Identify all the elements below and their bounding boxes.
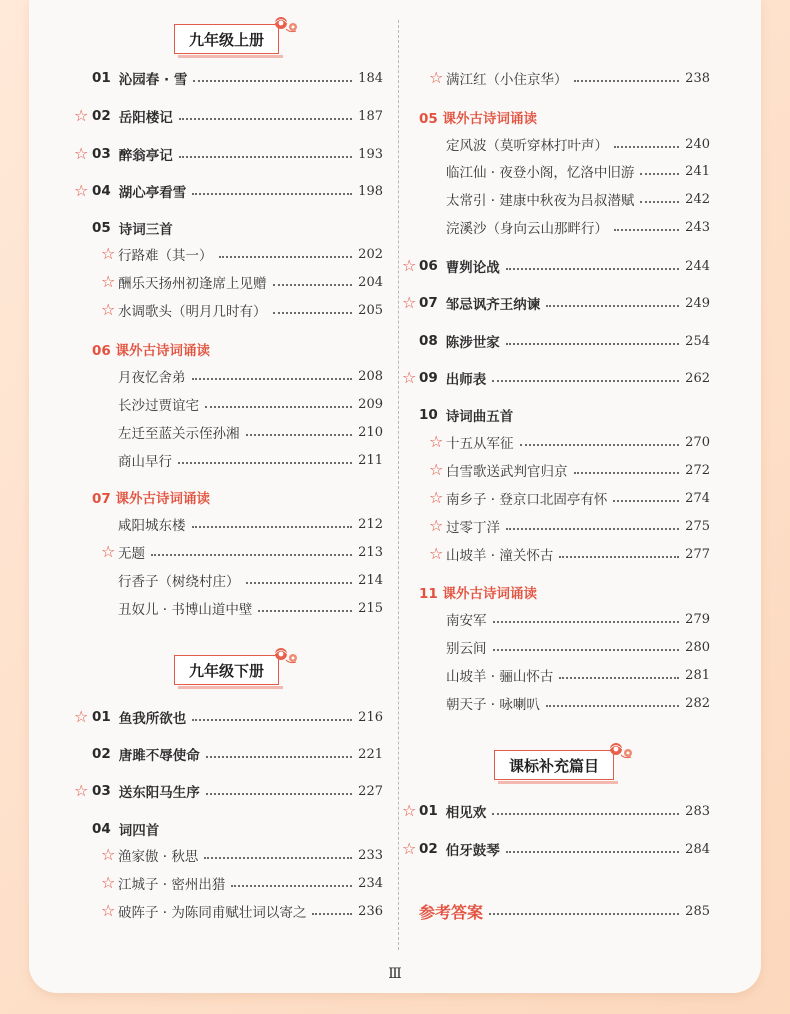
leader-dots xyxy=(489,913,679,915)
leader-dots xyxy=(559,677,679,679)
star-icon: ☆ xyxy=(101,300,116,319)
entry-number: 09 xyxy=(419,370,438,386)
entry-title: 破阵子 · 为陈同甫赋壮词以寄之 xyxy=(118,905,307,921)
leader-dots xyxy=(206,793,352,795)
leader-dots xyxy=(614,146,679,148)
entry-number: 01 xyxy=(92,70,111,86)
leader-dots xyxy=(258,610,352,612)
toc-entry-sub[interactable] xyxy=(446,543,710,565)
entry-number: 03 xyxy=(92,146,111,162)
entry-title: 临江仙 · 夜登小阁，忆洛中旧游 xyxy=(446,165,635,181)
star-icon: ☆ xyxy=(101,542,116,561)
entry-page: 212 xyxy=(358,516,383,532)
toc-entry-main[interactable] xyxy=(419,255,710,277)
entry-title: 酬乐天扬州初逢席上见赠 xyxy=(118,276,267,292)
entry-number: 01 xyxy=(419,803,438,819)
entry-page: 184 xyxy=(358,70,383,86)
entry-title: 过零丁洋 xyxy=(446,520,500,536)
leader-dots xyxy=(151,554,352,556)
entry-page: 270 xyxy=(685,434,710,450)
entry-number: 04 xyxy=(92,183,111,199)
entry-title: 无题 xyxy=(118,546,145,562)
star-icon: ☆ xyxy=(402,368,417,387)
entry-title: 山坡羊 · 骊山怀古 xyxy=(446,669,554,685)
entry-number: 10 xyxy=(419,407,438,423)
leader-dots xyxy=(493,649,680,651)
star-icon: ☆ xyxy=(101,873,116,892)
leader-dots xyxy=(246,582,353,584)
entry-page: 243 xyxy=(685,219,710,235)
entry-number: 04 xyxy=(92,821,111,837)
entry-page: 283 xyxy=(685,803,710,819)
entry-title: 咸阳城东楼 xyxy=(118,518,186,534)
entry-title: 白雪歌送武判官归京 xyxy=(446,464,568,480)
entry-title: 十五从军征 xyxy=(446,436,514,452)
answers-entry[interactable] xyxy=(419,899,710,923)
entry-title: 朝天子 · 咏喇叭 xyxy=(446,697,540,713)
entry-title: 南乡子 · 登京口北固亭有怀 xyxy=(446,492,608,508)
entry-page: 211 xyxy=(358,452,383,468)
entry-page: 240 xyxy=(685,136,710,152)
toc-entry-sub[interactable] xyxy=(446,515,710,537)
leader-dots xyxy=(559,556,679,558)
toc-entry-main[interactable] xyxy=(419,838,710,860)
entry-page: 241 xyxy=(685,163,710,179)
flower-ornament-icon xyxy=(272,646,300,666)
page-number: Ⅲ xyxy=(388,966,402,982)
entry-page: 285 xyxy=(685,903,710,919)
star-icon: ☆ xyxy=(402,839,417,858)
toc-entry-main[interactable] xyxy=(92,67,383,89)
leader-dots xyxy=(546,305,679,307)
toc-entry-main[interactable] xyxy=(419,292,710,314)
entry-page: 262 xyxy=(685,370,710,386)
entry-title: 相见欢 xyxy=(445,805,487,821)
toc-entry-sub[interactable] xyxy=(118,365,383,387)
leader-dots xyxy=(492,380,679,382)
entry-page: 234 xyxy=(358,875,383,891)
toc-group-title[interactable] xyxy=(92,818,383,840)
toc-entry-main[interactable] xyxy=(419,330,710,352)
entry-page: 216 xyxy=(358,709,383,725)
star-icon: ☆ xyxy=(101,272,116,291)
toc-entry-sub[interactable] xyxy=(446,487,710,509)
leader-dots xyxy=(613,500,679,502)
section-header-upper xyxy=(174,24,279,54)
leader-dots xyxy=(246,434,353,436)
toc-entry-sub[interactable] xyxy=(446,67,710,89)
section-header-supplement xyxy=(494,750,614,780)
leader-dots xyxy=(192,526,353,528)
star-icon: ☆ xyxy=(429,68,444,87)
entry-number: 07 xyxy=(419,295,438,311)
toc-entry-sub[interactable] xyxy=(446,216,710,238)
entry-title: 沁园春 · 雪 xyxy=(118,72,188,88)
entry-number: 02 xyxy=(92,108,111,124)
entry-title: 鱼我所欲也 xyxy=(118,711,187,727)
group-heading-06: 06 课外古诗词诵读 xyxy=(92,343,210,359)
leader-dots xyxy=(574,80,680,82)
toc-entry-sub[interactable] xyxy=(118,243,383,265)
leader-dots xyxy=(520,444,680,446)
star-icon: ☆ xyxy=(74,106,89,125)
entry-title: 送东阳马生序 xyxy=(118,785,200,801)
leader-dots xyxy=(179,156,352,158)
entry-title: 商山早行 xyxy=(118,454,172,470)
column-divider xyxy=(398,20,399,950)
entry-page: 205 xyxy=(358,302,383,318)
entry-page: 284 xyxy=(685,841,710,857)
toc-entry-sub[interactable] xyxy=(118,421,383,443)
leader-dots xyxy=(206,756,352,758)
leader-dots xyxy=(192,719,352,721)
star-icon: ☆ xyxy=(429,460,444,479)
entry-page: 209 xyxy=(358,396,383,412)
toc-entry-sub[interactable] xyxy=(118,271,383,293)
entry-page: 233 xyxy=(358,847,383,863)
entry-title: 陈涉世家 xyxy=(445,335,500,351)
flower-ornament-icon xyxy=(272,15,300,35)
toc-entry-sub[interactable] xyxy=(118,299,383,321)
star-icon: ☆ xyxy=(101,244,116,263)
toc-group-title[interactable] xyxy=(419,404,710,426)
entry-page: 272 xyxy=(685,462,710,478)
star-icon: ☆ xyxy=(74,707,89,726)
entry-number: 06 xyxy=(419,258,438,274)
group-heading-05: 05 课外古诗词诵读 xyxy=(419,111,537,127)
entry-page: 279 xyxy=(685,611,710,627)
entry-title: 词四首 xyxy=(118,823,160,839)
section-header-lower xyxy=(174,655,279,685)
toc-entry-sub[interactable] xyxy=(446,459,710,481)
entry-title: 左迁至蓝关示侄孙湘 xyxy=(118,426,240,442)
leader-dots xyxy=(312,913,352,915)
toc-entry-sub[interactable] xyxy=(118,449,383,471)
star-icon: ☆ xyxy=(402,293,417,312)
leader-dots xyxy=(640,201,679,203)
toc-entry-sub[interactable] xyxy=(118,513,383,535)
entry-page: 210 xyxy=(358,424,383,440)
entry-title: 别云间 xyxy=(446,641,487,657)
entry-page: 198 xyxy=(358,183,383,199)
leader-dots xyxy=(506,528,679,530)
entry-page: 282 xyxy=(685,695,710,711)
leader-dots xyxy=(273,312,353,314)
entry-page: 254 xyxy=(685,333,710,349)
toc-entry-main[interactable] xyxy=(419,367,710,389)
leader-dots xyxy=(178,462,352,464)
leader-dots xyxy=(493,621,680,623)
leader-dots xyxy=(640,173,679,175)
star-icon: ☆ xyxy=(402,801,417,820)
star-icon: ☆ xyxy=(101,845,116,864)
toc-entry-sub[interactable] xyxy=(446,160,710,182)
toc-entry-sub[interactable] xyxy=(446,608,710,630)
group-heading-07: 07 课外古诗词诵读 xyxy=(92,491,210,507)
leader-dots xyxy=(192,193,352,195)
toc-entry-sub[interactable] xyxy=(446,636,710,658)
leader-dots xyxy=(192,378,353,380)
entry-page: 208 xyxy=(358,368,383,384)
leader-dots xyxy=(204,857,352,859)
entry-title: 出师表 xyxy=(445,372,487,388)
leader-dots xyxy=(205,406,352,408)
entry-title: 丑奴儿 · 书博山道中壁 xyxy=(118,602,253,618)
leader-dots xyxy=(219,256,353,258)
entry-title: 唐雎不辱使命 xyxy=(118,748,200,764)
toc-entry-sub[interactable] xyxy=(446,431,710,453)
entry-page: 214 xyxy=(358,572,383,588)
entry-title: 诗词曲五首 xyxy=(445,409,514,425)
entry-title: 太常引 · 建康中秋夜为吕叔潜赋 xyxy=(446,193,635,209)
toc-entry-main[interactable] xyxy=(92,780,383,802)
entry-page: 244 xyxy=(685,258,710,274)
toc-entry-sub[interactable] xyxy=(446,188,710,210)
entry-page: 280 xyxy=(685,639,710,655)
star-icon: ☆ xyxy=(74,781,89,800)
toc-entry-main[interactable] xyxy=(92,143,383,165)
entry-page: 213 xyxy=(358,544,383,560)
leader-dots xyxy=(506,851,679,853)
entry-page: 238 xyxy=(685,70,710,86)
entry-title: 行路难（其一） xyxy=(118,248,213,264)
toc-entry-main[interactable] xyxy=(92,743,383,765)
star-icon: ☆ xyxy=(429,432,444,451)
star-icon: ☆ xyxy=(101,901,116,920)
entry-page: 242 xyxy=(685,191,710,207)
entry-page: 187 xyxy=(358,108,383,124)
toc-entry-sub[interactable] xyxy=(446,692,710,714)
entry-page: 236 xyxy=(358,903,383,919)
toc-entry-main[interactable] xyxy=(92,105,383,127)
entry-number: 02 xyxy=(419,841,438,857)
entry-page: 215 xyxy=(358,600,383,616)
toc-entry-sub[interactable] xyxy=(118,597,383,619)
entry-title: 满江红（小住京华） xyxy=(446,72,568,88)
entry-page: 227 xyxy=(358,783,383,799)
toc-entry-main[interactable] xyxy=(92,180,383,202)
entry-title: 江城子 · 密州出猎 xyxy=(118,877,226,893)
entry-page: 281 xyxy=(685,667,710,683)
toc-entry-sub[interactable] xyxy=(118,569,383,591)
toc-entry-sub[interactable] xyxy=(446,133,710,155)
star-icon: ☆ xyxy=(429,516,444,535)
toc-entry-main[interactable] xyxy=(92,706,383,728)
entry-title: 月夜忆舍弟 xyxy=(118,370,186,386)
entry-number: 05 xyxy=(92,220,111,236)
toc-entry-sub[interactable] xyxy=(118,900,383,922)
entry-title: 渔家傲 · 秋思 xyxy=(118,849,199,865)
entry-page: 275 xyxy=(685,518,710,534)
toc-group-title[interactable] xyxy=(92,217,383,239)
entry-title: 湖心亭看雪 xyxy=(118,185,187,201)
star-icon: ☆ xyxy=(74,144,89,163)
entry-title: 水调歌头（明月几时有） xyxy=(118,304,267,320)
leader-dots xyxy=(492,813,679,815)
entry-number: 01 xyxy=(92,709,111,725)
entry-title: 浣溪沙（身向云山那畔行） xyxy=(446,221,608,237)
entry-title: 南安军 xyxy=(446,613,487,629)
entry-title: 山坡羊 · 潼关怀古 xyxy=(446,548,554,564)
leader-dots xyxy=(614,229,679,231)
toc-entry-sub[interactable] xyxy=(446,664,710,686)
entry-number: 02 xyxy=(92,746,111,762)
entry-title: 伯牙鼓琴 xyxy=(445,843,500,859)
toc-entry-main[interactable] xyxy=(419,800,710,822)
entry-page: 204 xyxy=(358,274,383,290)
leader-dots xyxy=(273,284,353,286)
entry-title: 诗词三首 xyxy=(118,222,173,238)
leader-dots xyxy=(506,268,679,270)
entry-title: 岳阳楼记 xyxy=(118,110,173,126)
section-title: 九年级上册 xyxy=(189,30,265,49)
entry-title: 长沙过贾谊宅 xyxy=(118,398,199,414)
leader-dots xyxy=(231,885,352,887)
leader-dots xyxy=(193,80,352,82)
entry-title: 醉翁亭记 xyxy=(118,148,173,164)
toc-entry-sub[interactable] xyxy=(118,844,383,866)
entry-title: 定风波（莫听穿林打叶声） xyxy=(446,138,608,154)
entry-page: 193 xyxy=(358,146,383,162)
leader-dots xyxy=(574,472,680,474)
entry-number: 08 xyxy=(419,333,438,349)
leader-dots xyxy=(506,343,679,345)
answers-label: 参考答案 xyxy=(419,902,484,922)
star-icon: ☆ xyxy=(74,181,89,200)
entry-title: 邹忌讽齐王纳谏 xyxy=(445,297,541,313)
star-icon: ☆ xyxy=(402,256,417,275)
toc-entry-sub[interactable] xyxy=(118,393,383,415)
entry-title: 行香子（树绕村庄） xyxy=(118,574,240,590)
toc-entry-sub[interactable] xyxy=(118,541,383,563)
leader-dots xyxy=(179,118,352,120)
leader-dots xyxy=(546,705,679,707)
entry-page: 277 xyxy=(685,546,710,562)
group-heading-11: 11 课外古诗词诵读 xyxy=(419,586,537,602)
section-title: 九年级下册 xyxy=(189,661,265,680)
section-title: 课标补充篇目 xyxy=(509,756,600,775)
entry-page: 274 xyxy=(685,490,710,506)
entry-number: 03 xyxy=(92,783,111,799)
flower-ornament-icon xyxy=(607,741,635,761)
star-icon: ☆ xyxy=(429,488,444,507)
entry-title: 曹刿论战 xyxy=(445,260,500,276)
toc-entry-sub[interactable] xyxy=(118,872,383,894)
entry-page: 221 xyxy=(358,746,383,762)
entry-page: 202 xyxy=(358,246,383,262)
star-icon: ☆ xyxy=(429,544,444,563)
entry-page: 249 xyxy=(685,295,710,311)
